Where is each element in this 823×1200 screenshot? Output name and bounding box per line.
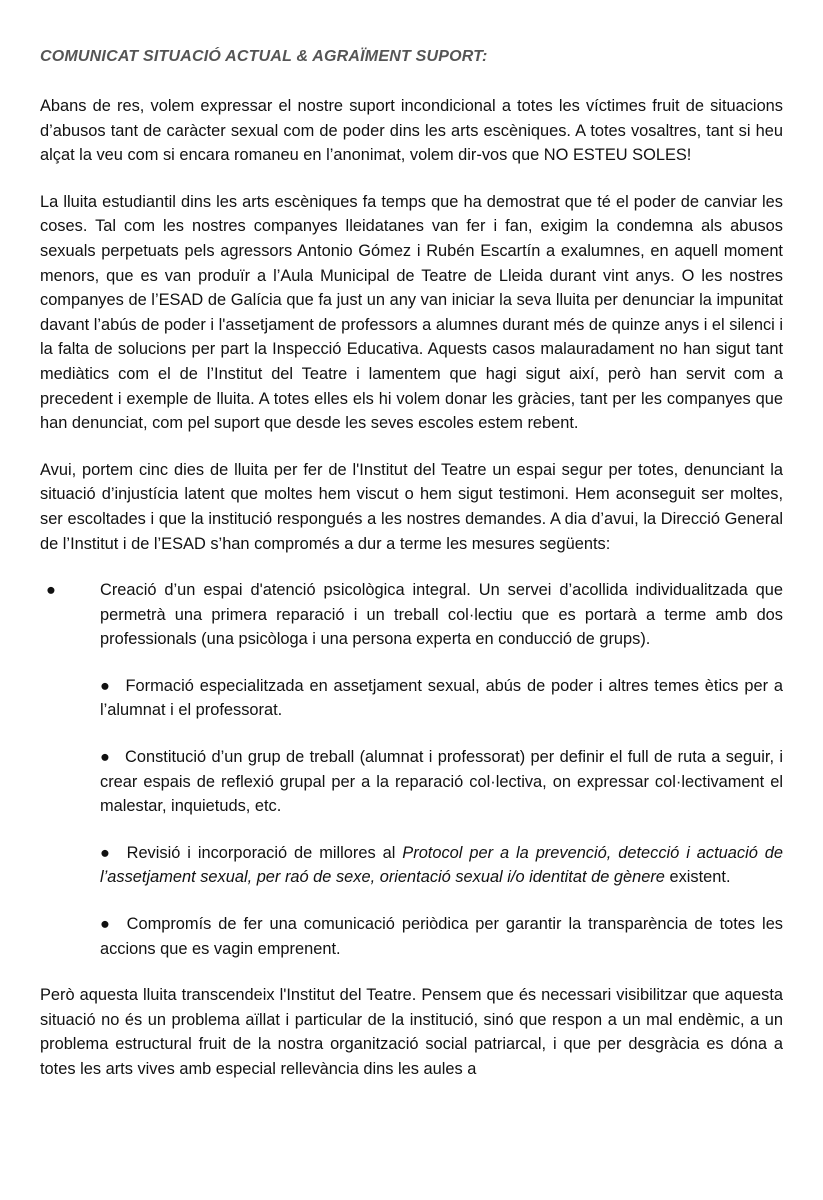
measure-text: Constitució d’un grup de treball (alumnat i professorat) per definir el full de ruta a seguir, i crear espais de reflexió grupal per a la reparació col·lectiva, on expressar col·lectivament el malestar, inquietuds, etc. (100, 748, 783, 816)
measure-item (40, 745, 783, 819)
paragraph-beyond: Però aquesta lluita transcendeix l'Institut del Teatre. Pensem que és necessari visibilitzar que aquesta situació no és un problema aïllat i particular de la institució, sinó que respon a un mal endèmic, a un problema estructural fruit de la nostra organització social patriarcal, i que per desgràcia es dóna a totes les arts vives amb especial rellevància dins les aules a (40, 986, 783, 1078)
measure-text: Formació especialitzada en assetjament sexual, abús de poder i altres temes ètics per a l’alumnat i el professorat. (100, 676, 783, 720)
bullet-icon: ● (46, 581, 56, 600)
bullet-icon: ● (100, 676, 110, 695)
measures-list (40, 578, 783, 961)
document-title: COMUNICAT SITUACIÓ ACTUAL & AGRAÏMENT SUPORT: (40, 48, 488, 65)
measure-text: Creació d’un espai d'atenció psicològica integral. Un servei d’acollida individualitzada que permetrà una primera reparació i un treball col·lectiu que es portarà a terme amb dos professionals (una psicòloga i una persona experta en conducció de grups). (100, 581, 783, 649)
measure-item (40, 674, 783, 723)
paragraph-support: Abans de res, volem expressar el nostre suport incondicional a totes les víctimes fruit de situacions d’abusos tant de caràcter sexual com de poder dins les arts escèniques. A totes vosaltres, tant si heu alçat la veu com si encara romaneu en l’anonimat, volem dir-vos que NO ESTEU SOLES! (40, 97, 783, 165)
measure-text: Compromís de fer una comunicació periòdica per garantir la transparència de totes les accions que es vagin emprenent. (100, 915, 784, 958)
bullet-icon: ● (100, 915, 110, 934)
paragraph-today: Avui, portem cinc dies de lluita per fer de l'Institut del Teatre un espai segur per totes, denunciant la situació d’injustícia latent que moltes hem viscut o hem sigut testimoni. Hem aconseguit ser moltes, ser escoltades i que la institució respongués a les nostres demandes. A dia d’avui, la Direcció General de l’Institut i de l’ESAD s’han compromés a dur a terme les mesures següents: (40, 460, 783, 553)
bullet-icon: ● (100, 748, 110, 767)
measure-text-after: existent. (664, 868, 731, 887)
measure-item (40, 841, 783, 890)
paragraph-student-struggle: La lluita estudiantil dins les arts escèniques fa temps que ha demostrat que té el poder de canviar les coses. Tal com les nostres companyes lleidatanes van fer i fan, exigim la condemna als abusos sexuals perpetuats pels agressors Antonio Gómez i Rubén Escartín a exalumnes, en aquell moment menors, que es van produïr a l’Aula Municipal de Teatre de Lleida durant vint anys. O les nostres companyes de l’ESAD de Galícia que fa just un any van iniciar la seva lluita per denunciar la impunitat davant l’abús de poder i l'assetjament de professors a alumnes durant més de quinze anys i el silenci i la falta de solucions per part la Inspecció Educativa. Aquests casos malauradament no han sigut tant mediàtics com el de l’Institut del Teatre i lamentem que hagi sigut així, però han servit com a precedent i exemple de lluita. A totes elles els hi volem donar les gràcies, tant per les companyes que han denunciat, com pel suport que desde les seves escoles estem rebent. (40, 192, 783, 433)
protocol-title: Protocol per a la prevenció, detecció i actuació de l’assetjament sexual, per raó de sexe, orientació sexual i/o identitat de gènere (100, 843, 783, 887)
measure-item (40, 912, 783, 961)
measure-text-before: Revisió i incorporació de millores al (126, 843, 403, 862)
bullet-icon: ● (100, 843, 110, 862)
measure-item (40, 578, 783, 652)
